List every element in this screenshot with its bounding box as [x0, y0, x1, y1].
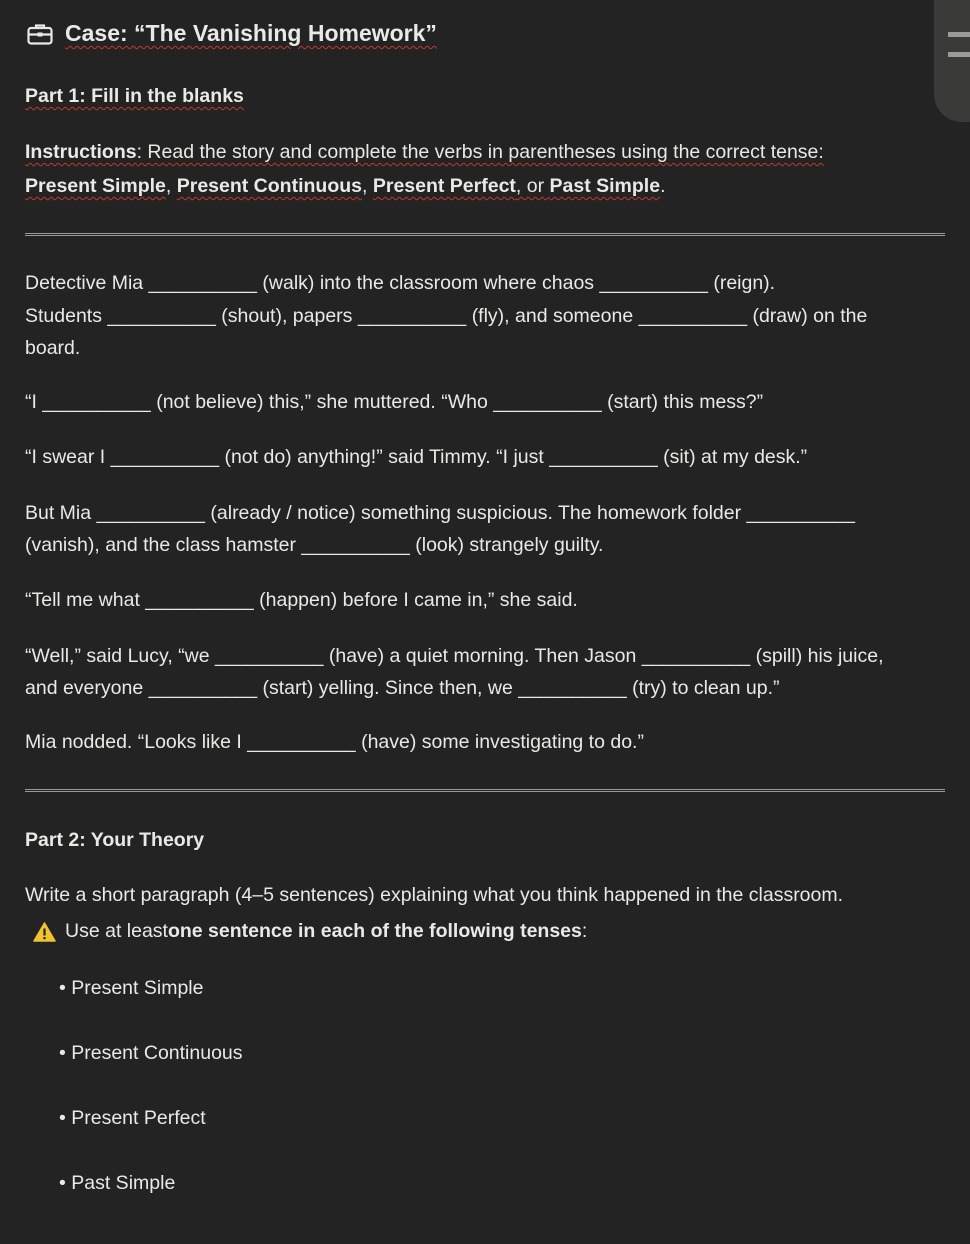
list-item: • Present Continuous: [59, 1042, 243, 1064]
separator: ,: [362, 175, 373, 197]
tab-grip-line: [948, 52, 970, 57]
warning-colon: :: [581, 920, 588, 942]
story-line: “Tell me what __________ (happen) before I came in,” she said.: [25, 589, 578, 611]
separator: ,: [165, 175, 177, 197]
warning-line: [33, 920, 587, 943]
tense-past-simple: Past Simple: [549, 175, 661, 197]
story-line: Detective Mia __________ (walk) into the classroom where chaos __________ (reign).: [25, 272, 776, 294]
story-line: board.: [25, 337, 81, 359]
story-line: Students __________ (shout), papers __________ (fly), and someone __________ (draw) on the: [25, 305, 868, 327]
warning-text: Use at least: [65, 920, 168, 942]
tense-present-perfect: Present Perfect: [372, 175, 516, 197]
list-item: • Present Simple: [59, 977, 204, 999]
case-title: [27, 20, 437, 47]
separator: , or: [515, 175, 550, 197]
title-text: Case: “The Vanishing Homework”: [65, 20, 437, 46]
briefcase-icon: [27, 23, 53, 45]
list-item: • Past Simple: [59, 1172, 176, 1194]
instructions-line-2: [25, 175, 665, 198]
separator: .: [660, 175, 666, 197]
part1-heading: Part 1: Fill in the blanks: [25, 85, 244, 107]
story-line: But Mia __________ (already / notice) something suspicious. The homework folder __________: [25, 502, 855, 524]
story-line: “Well,” said Lucy, “we __________ (have) a quiet morning. Then Jason __________ (spill) his juice,: [25, 645, 884, 667]
warning-bold: one sentence in each of the following tenses: [167, 920, 582, 942]
part2-heading: Part 2: Your Theory: [25, 829, 205, 851]
story-line: (vanish), and the class hamster __________ (look) strangely guilty.: [25, 534, 604, 556]
tense-present-simple: Present Simple: [25, 175, 166, 197]
list-item: • Present Perfect: [59, 1107, 206, 1129]
warning-icon: [33, 922, 56, 942]
side-panel-tab[interactable]: [934, 0, 970, 122]
divider: [25, 233, 945, 236]
divider: [25, 789, 945, 792]
part2-instructions: Write a short paragraph (4–5 sentences) explaining what you think happened in the classroom.: [25, 884, 844, 906]
tab-grip-line: [948, 32, 970, 37]
instructions-label: Instructions: [25, 141, 137, 163]
tense-present-continuous: Present Continuous: [176, 175, 362, 197]
instructions-line-1: [25, 141, 824, 164]
story-line: “I __________ (not believe) this,” she muttered. “Who __________ (start) this mess?”: [25, 391, 764, 413]
story-line: “I swear I __________ (not do) anything!” said Timmy. “I just __________ (sit) at my desk.”: [25, 446, 808, 468]
instructions-text: : Read the story and complete the verbs in parentheses using the correct tense:: [136, 141, 824, 163]
story-line: Mia nodded. “Looks like I __________ (have) some investigating to do.”: [25, 731, 644, 753]
story-line: and everyone __________ (start) yelling. Since then, we __________ (try) to clean up.”: [25, 677, 780, 699]
